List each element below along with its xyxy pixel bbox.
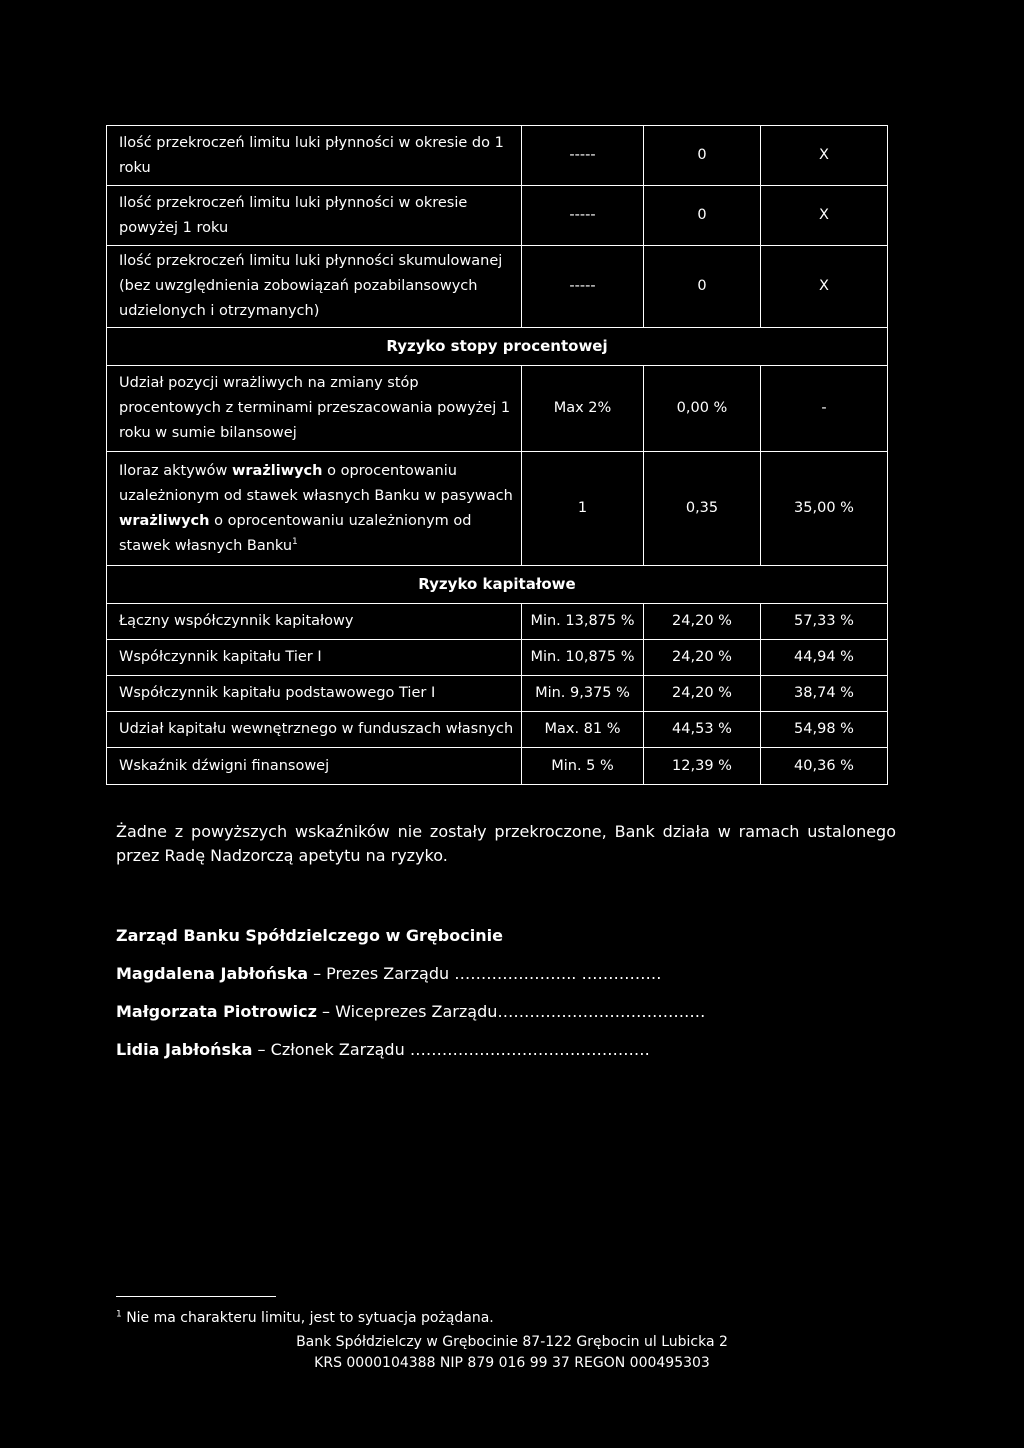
label-bold: wrażliwych [119,512,210,529]
table-row [107,186,887,246]
row-value: 24,20 % [644,640,761,675]
row-status: 54,98 % [794,721,854,737]
footnote [116,1310,494,1326]
row-label: Współczynnik kapitału podstawowego Tier I [107,676,522,711]
signatory-role: – Prezes Zarządu ………………….. …………… [308,964,662,983]
row-limit: Min. 9,375 % [522,676,644,711]
label-part: o oprocentowaniu uzależnionym od stawek własnych Banku [119,512,472,554]
row-label: Udział pozycji wrażliwych na zmiany stóp procentowych z terminami przeszacowania powyżej 1 roku w sumie bilansowej [107,366,522,451]
table-row [107,712,887,748]
row-status: X [819,207,829,223]
row-status: - [821,400,827,416]
table-row [107,366,887,452]
table-row [107,640,887,676]
row-label: Łączny współczynnik kapitałowy [107,604,522,639]
label-part: Iloraz aktywów [119,462,232,479]
row-limit: ----- [522,186,644,245]
signatory-name: Lidia Jabłońska [116,1040,253,1059]
row-value: 44,53 % [644,712,761,747]
table-row [107,676,887,712]
row-label: Ilość przekroczeń limitu luki płynności w okresie do 1 roku [107,126,522,185]
signature-line [116,964,661,983]
indicators-table [106,125,888,785]
row-limit: Min. 5 % [522,748,644,784]
footnote-text: Nie ma charakteru limitu, jest to sytuacja pożądana. [126,1310,494,1326]
section-header [107,566,887,604]
row-limit: Min. 13,875 % [522,604,644,639]
row-value: 12,39 % [644,748,761,784]
row-label: Ilość przekroczeń limitu luki płynności w okresie powyżej 1 roku [107,186,522,245]
signatory-name: Magdalena Jabłońska [116,964,308,983]
signatory-name: Małgorzata Piotrowicz [116,1002,317,1021]
row-label [107,452,522,565]
row-status: 38,74 % [794,685,854,701]
row-status: 35,00 % [794,500,854,516]
footnote-mark: 1 [116,1309,122,1320]
row-label: Wskaźnik dźwigni finansowej [107,748,522,784]
signature-line [116,1002,705,1021]
section-rate-title: Ryzyko stopy procentowej [386,337,608,355]
row-value: 0 [644,186,761,245]
row-value: 0 [644,126,761,185]
table-row [107,604,887,640]
table-row [107,452,887,566]
row-value: 24,20 % [644,676,761,711]
summary-paragraph: Żadne z powyższych wskaźników nie zostały przekroczone, Bank działa w ramach ustalonego przez Radę Nadzorczą apetytu na ryzyko. [116,822,896,865]
board-title: Zarząd Banku Spółdzielczego w Grębocinie [116,926,503,945]
row-label: Udział kapitału wewnętrznego w funduszach własnych [107,712,522,747]
row-label: Współczynnik kapitału Tier I [107,640,522,675]
row-value: 0,00 % [644,366,761,451]
row-label: Ilość przekroczeń limitu luki płynności skumulowanej (bez uwzględnienia zobowiązań pozabilansowych udzielonych i otrzymanych) [107,246,522,327]
table-row [107,126,887,186]
footer-registry: KRS 0000104388 NIP 879 016 99 37 REGON 000495303 [314,1355,710,1371]
footnote-separator [116,1296,276,1297]
row-status: X [819,278,829,294]
row-status: 44,94 % [794,649,854,665]
row-limit: Min. 10,875 % [522,640,644,675]
table-row [107,748,887,784]
row-value: 0,35 [644,452,761,565]
table-row [107,246,887,328]
label-bold: wrażliwych [232,462,323,479]
signature-line [116,1040,650,1059]
section-capital-title: Ryzyko kapitałowe [418,575,576,593]
footnote-mark: 1 [292,536,298,547]
row-status: 57,33 % [794,613,854,629]
row-value: 24,20 % [644,604,761,639]
signatory-role: – Wiceprezes Zarządu………………………………… [316,1002,706,1021]
row-limit: 1 [522,452,644,565]
label-part: o oprocentowaniu uzależnionym od stawek własnych Banku w pasywach [119,462,513,504]
row-limit: Max. 81 % [522,712,644,747]
row-limit: ----- [522,126,644,185]
section-header [107,328,887,366]
row-limit: ----- [522,246,644,327]
row-value: 0 [644,246,761,327]
footer-address: Bank Spółdzielczy w Grębocinie 87-122 Grębocin ul Lubicka 2 [296,1334,728,1350]
signatory-role: – Członek Zarządu ……………………………………… [252,1040,650,1059]
row-status: X [819,147,829,163]
row-limit: Max 2% [522,366,644,451]
row-status: 40,36 % [794,757,854,774]
